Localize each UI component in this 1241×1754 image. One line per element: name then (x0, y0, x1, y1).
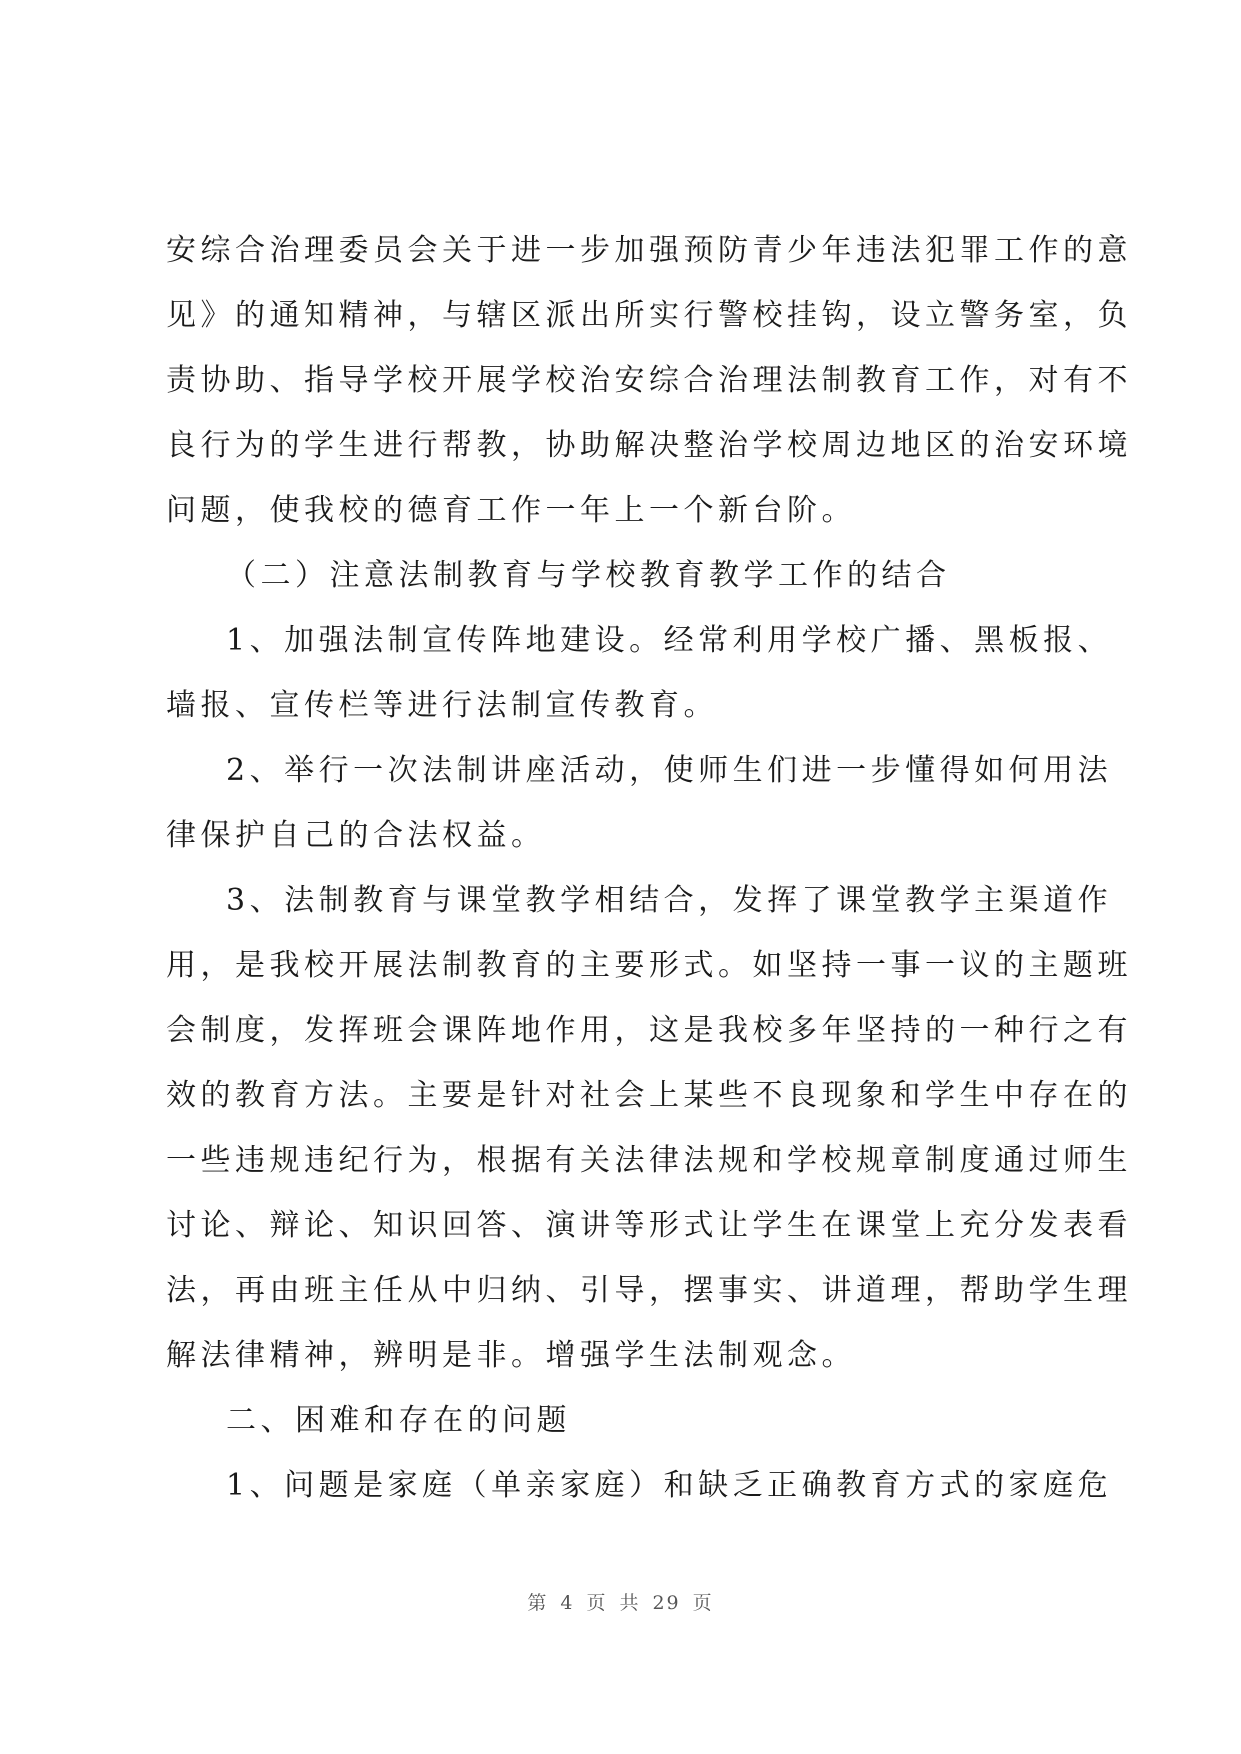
text-line: 见》的通知精神，与辖区派出所实行警校挂钩，设立警务室，负 (166, 298, 1132, 333)
footer-prefix: 第 (527, 1592, 549, 1614)
paragraph (166, 218, 1132, 543)
section-heading (166, 543, 1086, 608)
text-line: 墙报、宣传栏等进行法制宣传教育。 (166, 688, 718, 723)
footer-suffix: 页 (692, 1592, 714, 1614)
text-line: （二）注意法制教育与学校教育教学工作的结合 (226, 558, 951, 593)
text-line: 良行为的学生进行帮教，协助解决整治学校周边地区的治安环境 (166, 428, 1132, 463)
text-line: 2、举行一次法制讲座活动，使师生们进一步懂得如何用法 (226, 753, 1113, 788)
paragraph (166, 608, 1113, 738)
total-page-count: 29 (652, 1592, 681, 1614)
paragraph (166, 738, 1113, 868)
text-line: 讨论、辩论、知识回答、演讲等形式让学生在课堂上充分发表看 (166, 1208, 1132, 1243)
text-line: 3、法制教育与课堂教学相结合，发挥了课堂教学主渠道作 (226, 883, 1113, 918)
text-line: 法，再由班主任从中归纳、引导，摆事实、讲道理，帮助学生理 (166, 1273, 1132, 1308)
text-line: 问题，使我校的德育工作一年上一个新台阶。 (166, 493, 856, 528)
footer-total-word: 共 (619, 1592, 641, 1614)
text-line: 解法律精神，辨明是非。增强学生法制观念。 (166, 1338, 856, 1373)
text-line: 效的教育方法。主要是针对社会上某些不良现象和学生中存在的 (166, 1078, 1132, 1113)
text-line: 1、问题是家庭（单亲家庭）和缺乏正确教育方式的家庭危 (226, 1468, 1113, 1503)
document-body (166, 218, 1132, 1518)
page-number-footer (0, 1588, 1241, 1615)
text-line: 责协助、指导学校开展学校治安综合治理法制教育工作，对有不 (166, 363, 1132, 398)
section-heading (166, 1388, 1086, 1453)
text-line: 用，是我校开展法制教育的主要形式。如坚持一事一议的主题班 (166, 948, 1132, 983)
text-line: 安综合治理委员会关于进一步加强预防青少年违法犯罪工作的意 (166, 233, 1132, 268)
text-line: 一些违规违纪行为，根据有关法律法规和学校规章制度通过师生 (166, 1143, 1132, 1178)
paragraph (166, 1453, 1113, 1518)
text-line: 律保护自己的合法权益。 (166, 818, 546, 853)
paragraph (166, 868, 1132, 1388)
footer-page-word: 页 (586, 1592, 608, 1614)
current-page-number: 4 (560, 1592, 575, 1614)
text-line: 会制度，发挥班会课阵地作用，这是我校多年坚持的一种行之有 (166, 1013, 1132, 1048)
text-line: 二、困难和存在的问题 (226, 1403, 571, 1438)
text-line: 1、加强法制宣传阵地建设。经常利用学校广播、黑板报、 (226, 623, 1113, 658)
